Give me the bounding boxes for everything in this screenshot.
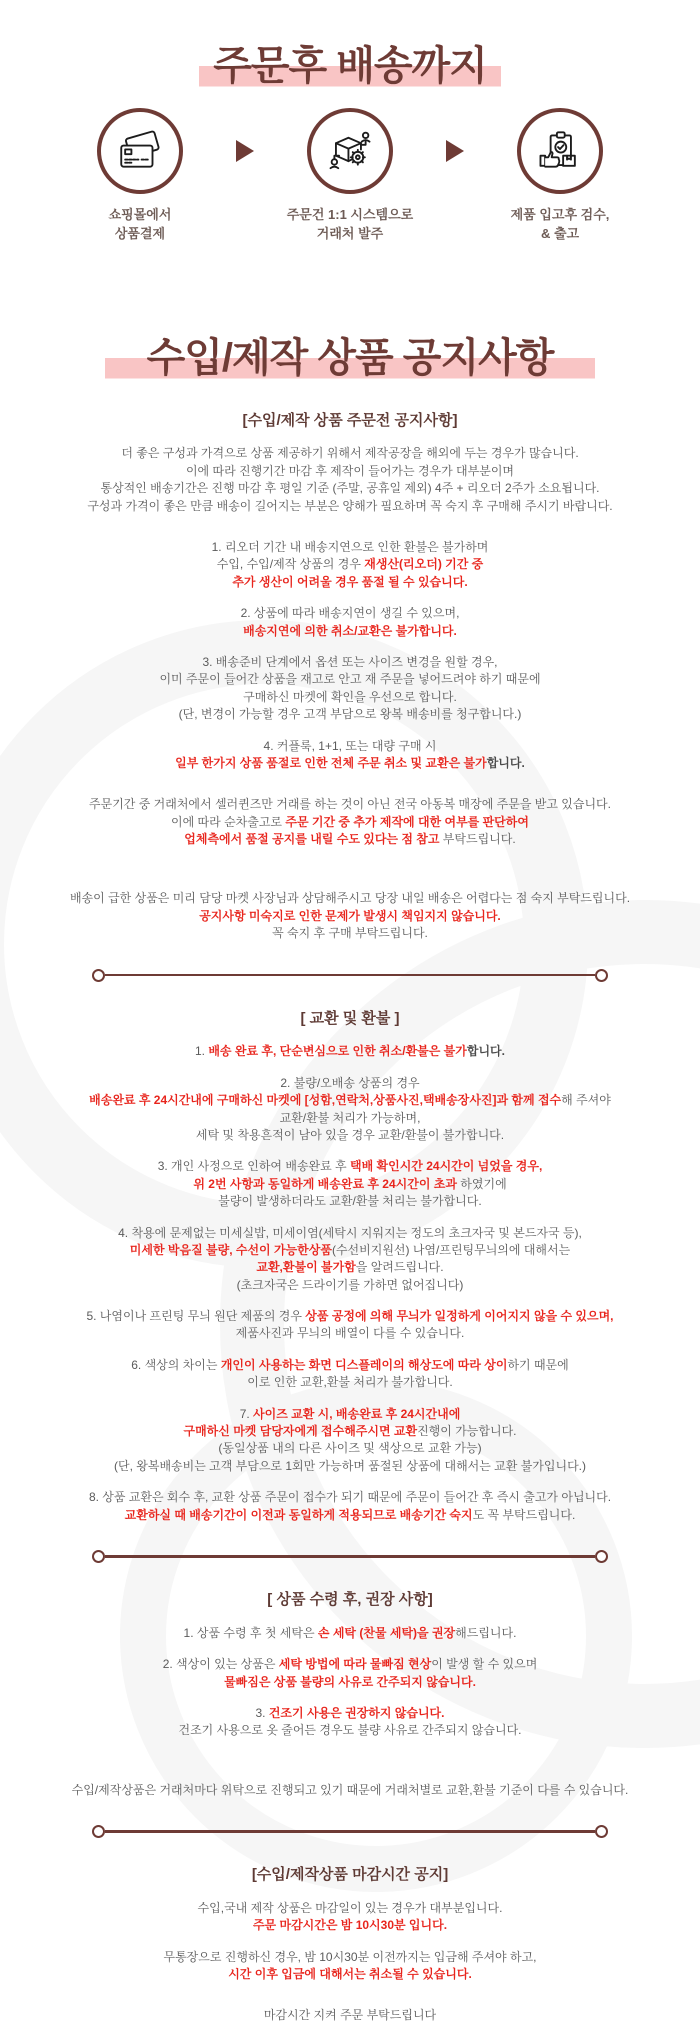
notice-line xyxy=(0,1423,700,1440)
text-segment: 불량이 발생하더라도 교환/환불 처리는 불가합니다. xyxy=(218,1194,482,1209)
emphasis-red: 주문 기간 중 추가 제작에 대한 여부를 판단하여 xyxy=(285,814,529,829)
notice-line xyxy=(0,796,700,813)
order-system-icon xyxy=(307,108,393,194)
text-segment: 8. 상품 교환은 회수 후, 교환 상품 주문이 접수가 되기 때문에 주문이 들어간 후 즉시 출고가 아닙니다. xyxy=(88,1490,612,1505)
notice-line xyxy=(0,1325,700,1342)
notice-paragraph xyxy=(0,1782,700,1799)
emphasis-red: 교환하실 때 배송기간이 이전과 동일하게 적용되므로 배송기간 숙지 xyxy=(124,1507,473,1522)
notice-paragraph xyxy=(0,1656,700,1691)
emphasis-red: 상품 공정에 의해 무늬가 일정하게 이어지지 않을 수 있으며, xyxy=(305,1309,614,1324)
notice-line xyxy=(0,605,700,622)
text-segment: (수선비지원선) 나염/프린팅무늬의에 대해서는 xyxy=(331,1242,571,1257)
emphasis-red: 개인이 사용하는 화면 디스플레이의 해상도에 따라 상이 xyxy=(220,1357,508,1372)
notice-line xyxy=(0,1949,700,1966)
text-segment: 도 꼭 부탁드립니다. xyxy=(472,1507,576,1522)
notice-line xyxy=(0,654,700,671)
text-segment: 제품사진과 무늬의 배열이 다를 수 있습니다. xyxy=(235,1326,465,1341)
notice-line xyxy=(0,463,700,480)
text-segment: 수입/제작상품은 거래처마다 위탁으로 진행되고 있기 때문에 거래처별로 교환,환불 기준이 다를 수 있습니다. xyxy=(71,1782,629,1797)
section-divider xyxy=(92,1550,608,1563)
notice-line xyxy=(0,1176,700,1193)
emphasis-red: 택배 확인시간 24시간이 넘었을 경우, xyxy=(350,1159,543,1174)
arrow-right-icon xyxy=(446,140,464,162)
text-segment: 이 발생 할 수 있으며 xyxy=(431,1657,538,1672)
text-segment: 통상적인 배송기간은 진행 마감 후 평일 기준 (주말, 공휴일 제외) 4주 + 리오더 2주가 소요됩니다. xyxy=(100,481,600,496)
inspection-shipping-icon xyxy=(517,108,603,194)
notice-line xyxy=(0,445,700,462)
text-segment: 2. 불량/오배송 상품의 경우 xyxy=(280,1075,420,1090)
emphasis-red: 배송완료 후 24시간내에 구매하신 마켓에 [성함,연락처,상품사진,택배송장사진]과 함께 접수 xyxy=(89,1093,562,1108)
notice-line xyxy=(0,831,700,848)
notice-line xyxy=(0,738,700,755)
notice-line xyxy=(0,671,700,688)
text-segment: 배송이 급한 상품은 미리 담당 마켓 사장님과 상담해주시고 당장 내일 배송은 어렵다는 점 숙지 부탁드립니다. xyxy=(69,891,631,906)
arrow-right-icon xyxy=(236,140,254,162)
emphasis-red: 주문 마감시간은 밤 10시30분 입니다. xyxy=(252,1918,448,1933)
notice-line xyxy=(0,574,700,591)
text-segment: 무통장으로 진행하신 경우, 밤 10시30분 이전까지는 입금해 주셔야 하고, xyxy=(163,1949,537,1964)
notice-line xyxy=(0,1127,700,1144)
text-segment: 4. 커플룩, 1+1, 또는 대량 구매 시 xyxy=(263,738,437,753)
text-segment: 이로 인한 교환,환불 처리가 불가합니다. xyxy=(247,1375,453,1390)
text-segment: 1. 상품 수령 후 첫 세탁은 xyxy=(183,1625,318,1640)
notice-paragraph xyxy=(0,738,700,773)
text-segment: 6. 색상의 차이는 xyxy=(131,1357,221,1372)
text-segment: 5. 나염이나 프린팅 무늬 원단 제품의 경우 xyxy=(86,1309,306,1324)
notice-paragraph xyxy=(0,654,700,724)
emphasis-red: 배송지연에 의한 취소/교환은 불가합니다. xyxy=(243,623,457,638)
text-segment: 7. xyxy=(239,1406,254,1421)
divider-rule xyxy=(105,1555,595,1558)
notice-paragraph xyxy=(0,1225,700,1295)
notice-line xyxy=(0,1674,700,1691)
text-segment: 구매하신 마켓에 확인을 우선으로 합니다. xyxy=(243,689,457,704)
notice-line xyxy=(0,1193,700,1210)
notice-paragraph xyxy=(0,445,700,515)
notice-line xyxy=(0,539,700,556)
text-segment: 건조기 사용으로 옷 줄어든 경우도 불량 사유로 간주되지 않습니다. xyxy=(178,1723,522,1738)
section-header: [수입/제작상품 마감시간 공지] xyxy=(251,1866,449,1884)
emphasis-red: 미세한 박음질 불량, 수선이 가능한상품 xyxy=(129,1242,332,1257)
text-segment: 수입,국내 제작 상품은 마감일이 있는 경우가 대부분입니다. xyxy=(197,1900,503,1915)
notice-line xyxy=(0,1110,700,1127)
notice-paragraph xyxy=(0,1489,700,1524)
text-segment: 합니다. xyxy=(486,755,525,770)
notice-paragraph xyxy=(0,1406,700,1476)
text-segment: 더 좋은 구성과 가격으로 상품 제공하기 위해서 제작공장을 해외에 두는 경우가 많습니다. xyxy=(121,446,579,461)
text-segment: 주문기간 중 거래처에서 셀러퀸즈만 거래를 하는 것이 아닌 전국 아동복 매장에 주문을 받고 있습니다. xyxy=(89,797,611,812)
page-title xyxy=(0,0,700,88)
notice-line xyxy=(0,1242,700,1259)
emphasis-red: 배송 완료 후, 단순변심으로 인한 취소/환불은 불가 xyxy=(208,1044,467,1059)
emphasis-red: 세탁 방법에 따라 물빠짐 현상 xyxy=(278,1657,432,1672)
divider-rule xyxy=(105,1830,595,1833)
text-segment: 을 알려드립니다. xyxy=(355,1260,444,1275)
emphasis-red: 구매하신 마켓 담당자에게 접수해주시면 교환 xyxy=(183,1424,418,1439)
text-segment: (단, 왕복배송비는 고객 부담으로 1회만 가능하며 품절된 상품에 대해서는 교환 불가입니다.) xyxy=(114,1458,586,1473)
emphasis-red: 업체측에서 품절 공지를 내릴 수도 있다는 점 참고 xyxy=(184,832,440,847)
text-segment: 이에 따라 순차출고로 xyxy=(171,814,286,829)
notice-line xyxy=(0,1075,700,1092)
emphasis-red: 재생산(리오더) 기간 중 xyxy=(364,557,484,572)
emphasis-red: 공지사항 미숙지로 인한 문제가 발생시 책임지지 않습니다. xyxy=(199,908,501,923)
text-segment: 교환/환불 처리가 가능하며, xyxy=(279,1110,421,1125)
notice-paragraph xyxy=(0,1357,700,1392)
text-segment: 수입, 수입/제작 상품의 경우 xyxy=(216,557,365,572)
notice-line xyxy=(0,1440,700,1457)
emphasis-red: 시간 이후 입금에 대해서는 취소될 수 있습니다. xyxy=(228,1967,472,1981)
notice-line xyxy=(0,1782,700,1799)
notice-line xyxy=(0,1406,700,1423)
notice-line xyxy=(0,556,700,573)
flow-step-payment xyxy=(46,108,234,244)
text-segment: (단, 변경이 가능할 경우 고객 부담으로 왕복 배송비를 청구합니다.) xyxy=(178,707,522,722)
text-segment: 해드립니다. xyxy=(455,1625,517,1640)
notice-line xyxy=(0,1225,700,1242)
notice-paragraph xyxy=(0,796,700,848)
notice-line xyxy=(0,1900,700,1917)
notice-line xyxy=(0,1917,700,1934)
emphasis-red: 물빠짐은 상품 불량의 사유로 간주되지 않습니다. xyxy=(224,1674,476,1689)
text-segment: 해 주셔야 xyxy=(561,1093,611,1108)
flow-step-order-system xyxy=(256,108,444,244)
notice-paragraph xyxy=(0,1308,700,1343)
notice-paragraph xyxy=(0,890,700,942)
text-segment: 1. xyxy=(195,1044,209,1059)
text-segment: 1. 리오더 기간 내 배송지연으로 인한 환불은 불가하며 xyxy=(211,540,489,554)
notice-line xyxy=(0,480,700,497)
emphasis-red: 사이즈 교환 시, 배송완료 후 24시간내에 xyxy=(253,1406,461,1421)
notice-line xyxy=(0,1705,700,1722)
step-label: 쇼핑몰에서 상품결제 xyxy=(108,207,172,241)
emphasis-red: 교환,환불이 불가함 xyxy=(256,1260,356,1275)
notice-paragraph xyxy=(0,2007,700,2024)
notice-line xyxy=(0,689,700,706)
credit-card-icon xyxy=(97,108,183,194)
notice-line xyxy=(0,1277,700,1294)
notice-line xyxy=(0,814,700,831)
notice-line xyxy=(0,1374,700,1391)
notice-paragraph xyxy=(0,1158,700,1210)
notice-line xyxy=(0,1308,700,1325)
section-header: [수입/제작 상품 주문전 공지사항] xyxy=(242,411,458,429)
divider-ring-icon xyxy=(595,969,608,982)
divider-ring-icon xyxy=(92,1825,105,1838)
notice-line xyxy=(0,755,700,772)
notice-paragraph xyxy=(0,1075,700,1145)
text-segment: (동일상품 내의 다른 사이즈 및 색상으로 교환 가능) xyxy=(218,1441,482,1456)
divider-ring-icon xyxy=(92,1550,105,1563)
flow-step-inspection xyxy=(466,108,654,244)
text-segment: 하였기에 xyxy=(456,1176,507,1191)
emphasis-red: 일부 한가지 상품 품절로 인한 전체 주문 취소 및 교환은 불가 xyxy=(175,755,487,770)
notice-line xyxy=(0,1043,700,1060)
text-segment: 하기 때문에 xyxy=(507,1357,569,1372)
page-title-highlight: 주문후 배송까지 xyxy=(199,44,501,88)
text-segment: 3. 개인 사정으로 인하여 배송완료 후 xyxy=(157,1159,350,1174)
text-segment: (초크자국은 드라이기를 가하면 없어집니다) xyxy=(236,1277,464,1292)
text-segment: 세탁 및 착용흔적이 남아 있을 경우 교환/환불이 불가합니다. xyxy=(195,1127,505,1142)
notice-line xyxy=(0,1092,700,1109)
notice-line xyxy=(0,1966,700,1983)
notice-paragraph xyxy=(0,1949,700,1984)
notice-line xyxy=(0,706,700,723)
notice-line xyxy=(0,1158,700,1175)
notice-line xyxy=(0,908,700,925)
notice-paragraph xyxy=(0,1900,700,1935)
text-segment: 구성과 가격이 좋은 만큼 배송이 길어지는 부분은 양해가 필요하며 꼭 숙지 후 구매해 주시기 바랍니다. xyxy=(87,498,613,513)
divider-rule xyxy=(105,974,595,977)
emphasis-red: 건조기 사용은 권장하지 않습니다. xyxy=(268,1705,445,1720)
text-segment: 2. 상품에 따라 배송지연이 생길 수 있으며, xyxy=(240,606,460,621)
section-header: [ 교환 및 환불 ] xyxy=(300,1009,400,1027)
section-divider xyxy=(92,1825,608,1838)
notice-title-highlight: 수입/제작 상품 공지사항 xyxy=(105,336,596,380)
notice-line xyxy=(0,2007,700,2024)
text-segment: 4. 착용에 문제없는 미세실밥, 미세이염(세탁시 지워지는 정도의 초크자국 및 본드자국 등), xyxy=(118,1225,582,1240)
order-flow xyxy=(0,108,700,244)
notice-line xyxy=(0,925,700,942)
text-segment: 꼭 숙지 후 구매 부탁드립니다. xyxy=(272,926,428,941)
divider-ring-icon xyxy=(92,969,105,982)
step-label: 주문건 1:1 시스템으로 거래처 발주 xyxy=(286,207,414,241)
notice-line xyxy=(0,1458,700,1475)
emphasis-red: 추가 생산이 어려울 경우 품절 될 수 있습니다. xyxy=(232,574,468,589)
notice-line xyxy=(0,1625,700,1642)
notice-paragraph xyxy=(0,1625,700,1642)
notice-line xyxy=(0,1259,700,1276)
notice-line xyxy=(0,1489,700,1506)
emphasis-red: 손 세탁 (찬물 세탁)을 권장 xyxy=(317,1625,456,1640)
notice-sections xyxy=(0,410,700,2025)
notice-paragraph xyxy=(0,605,700,640)
text-segment: 이미 주문이 들어간 상품을 재고로 안고 재 주문을 넣어드려야 하기 때문에 xyxy=(159,672,541,687)
section-header: [ 상품 수령 후, 권장 사항] xyxy=(267,1590,433,1608)
notice-line xyxy=(0,890,700,907)
emphasis-red: 위 2번 사항과 동일하게 배송완료 후 24시간이 초과 xyxy=(193,1176,457,1191)
text-segment: 3. xyxy=(255,1705,269,1720)
text-segment: 이에 따라 진행기간 마감 후 제작이 들어가는 경우가 대부분이며 xyxy=(185,463,515,478)
notice-paragraph xyxy=(0,1043,700,1060)
notice-line xyxy=(0,498,700,515)
notice-line xyxy=(0,623,700,640)
divider-ring-icon xyxy=(595,1825,608,1838)
text-segment: 합니다. xyxy=(466,1044,505,1059)
notice-title xyxy=(0,336,700,380)
text-segment: 진행이 가능합니다. xyxy=(417,1424,517,1439)
text-segment: 마감시간 지켜 주문 부탁드립니다 xyxy=(263,2008,437,2023)
notice-line xyxy=(0,1656,700,1673)
section-divider xyxy=(92,969,608,982)
text-segment: 3. 배송준비 단계에서 옵션 또는 사이즈 변경을 원할 경우, xyxy=(202,654,498,669)
text-segment: 부탁드립니다. xyxy=(439,832,516,847)
notice-paragraph xyxy=(0,539,700,591)
text-segment: 2. 색상이 있는 상품은 xyxy=(162,1657,279,1672)
notice-paragraph xyxy=(0,1705,700,1740)
notice-line xyxy=(0,1507,700,1524)
divider-ring-icon xyxy=(595,1550,608,1563)
notice-line xyxy=(0,1357,700,1374)
notice-line xyxy=(0,1722,700,1739)
step-label: 제품 입고후 검수, & 출고 xyxy=(510,207,610,241)
